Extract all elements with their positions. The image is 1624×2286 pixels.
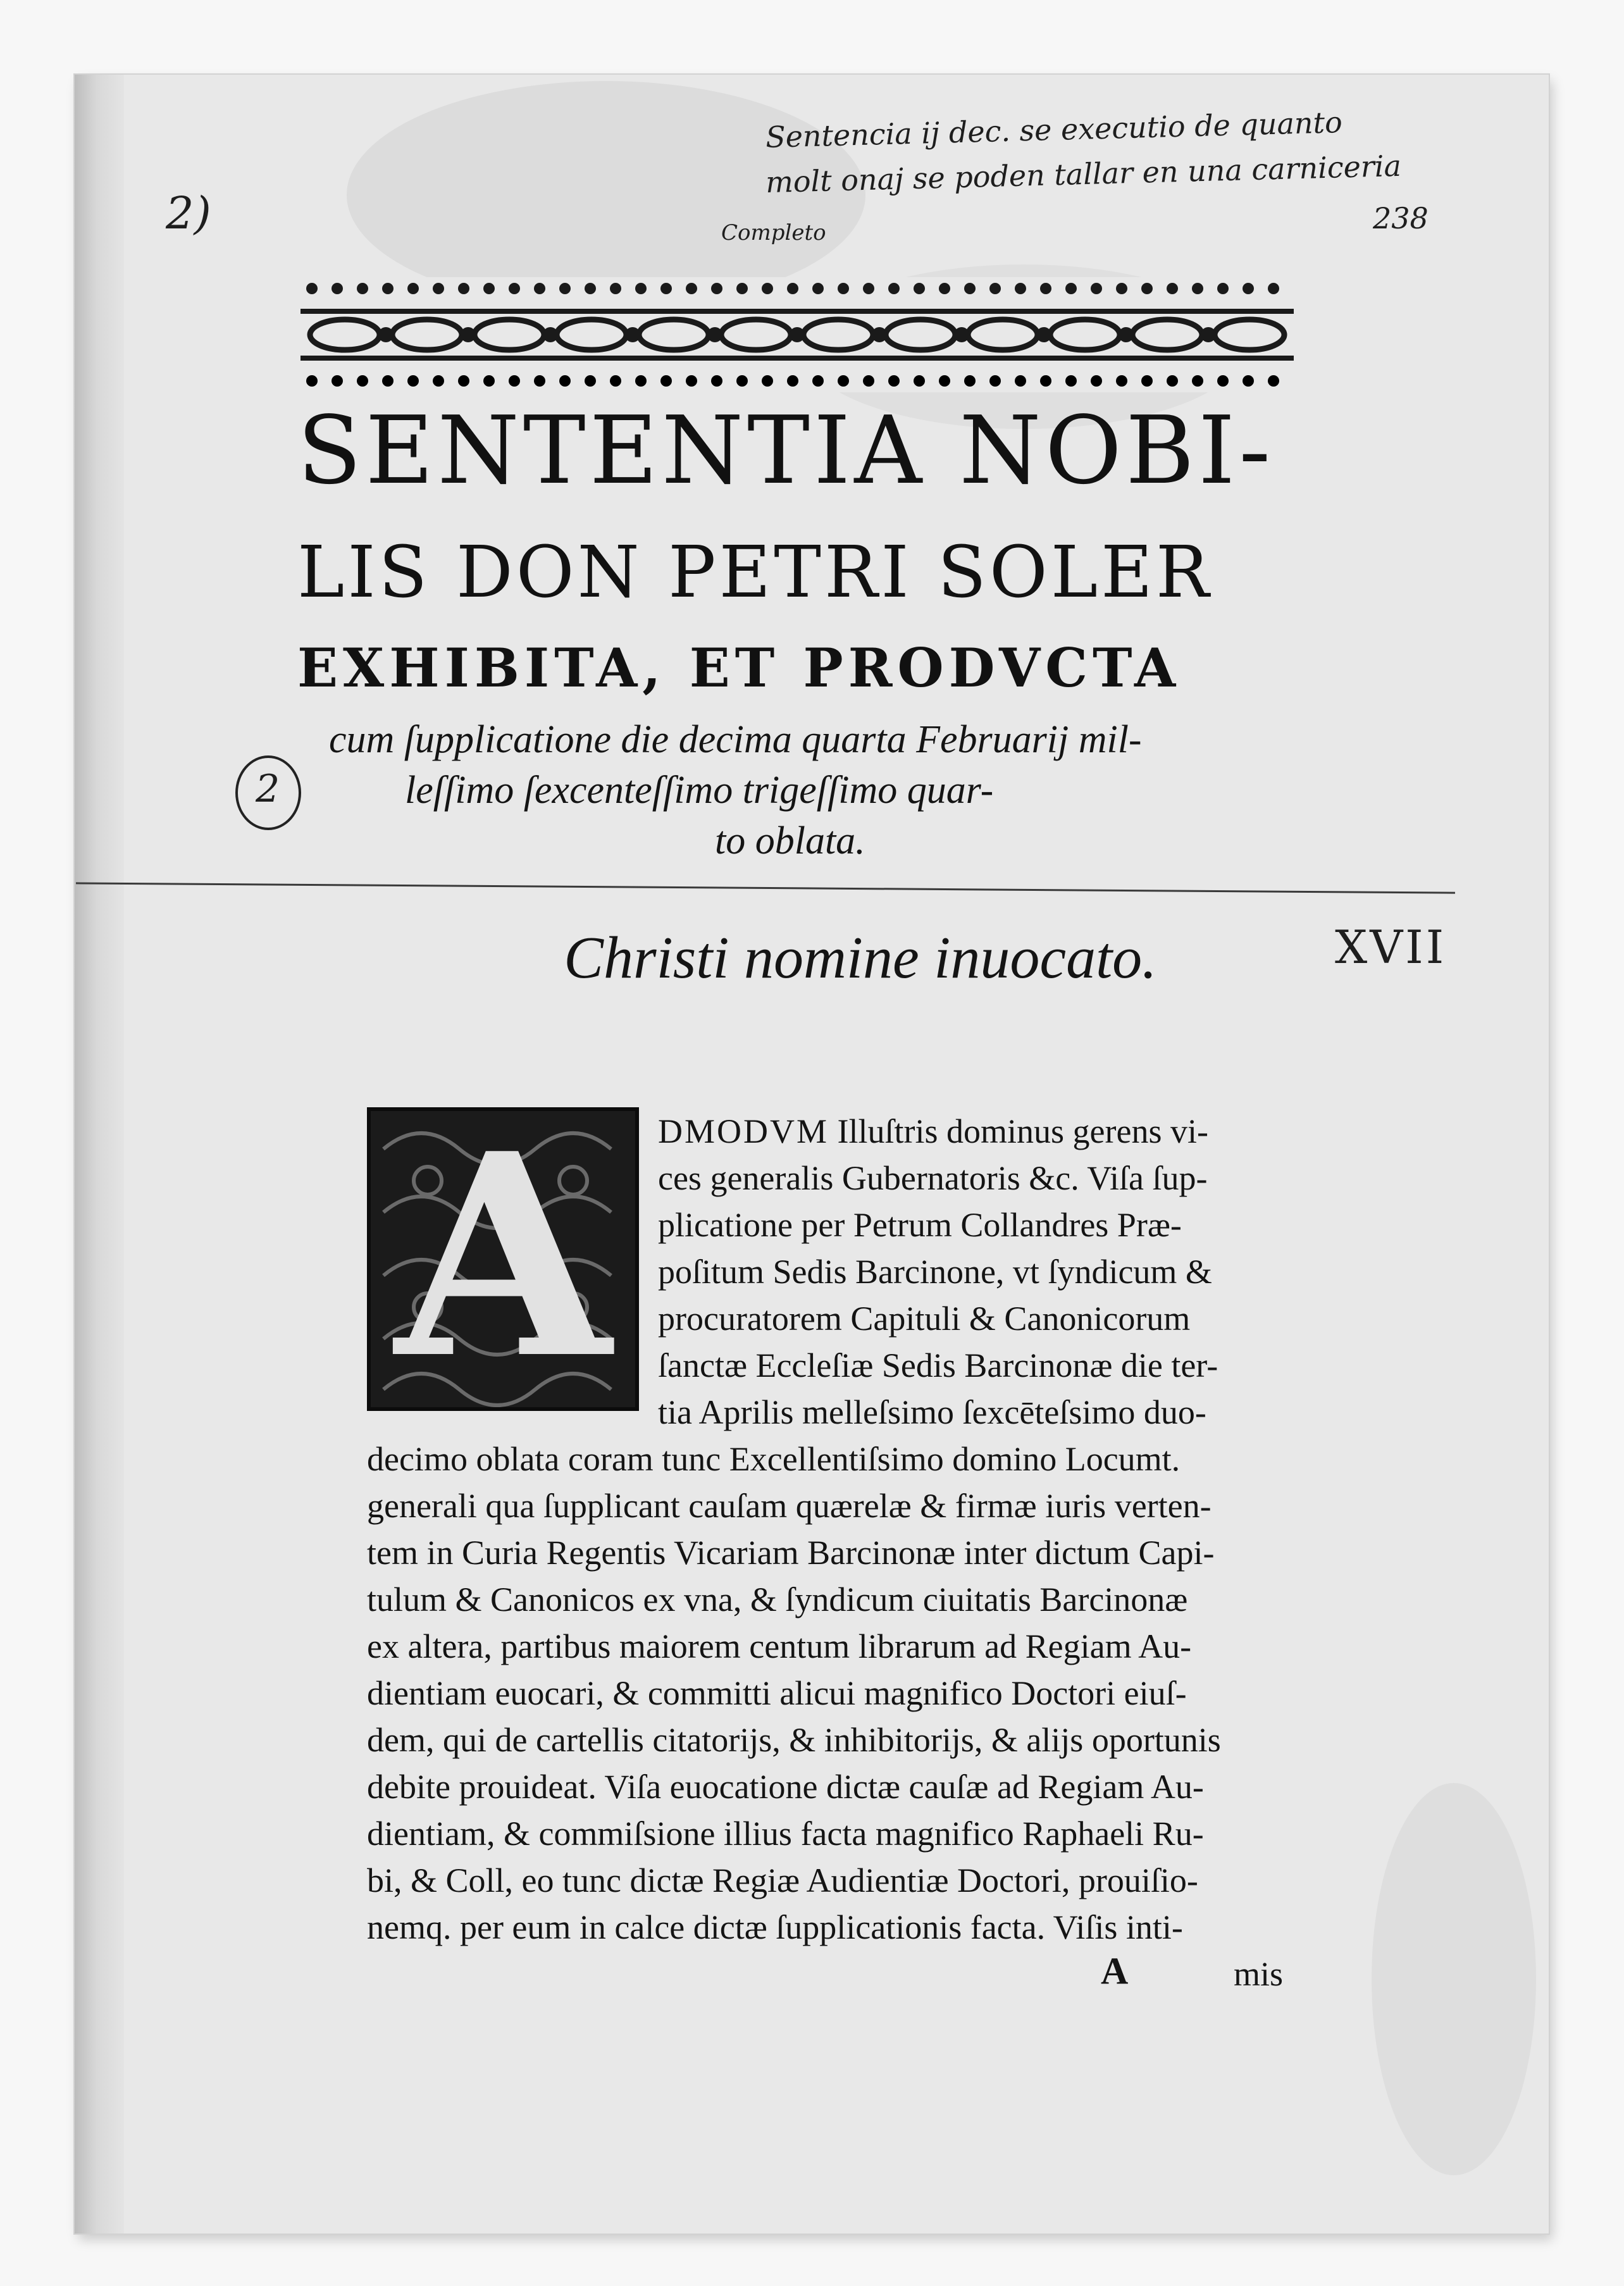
- handwritten-small-note: Completo: [721, 220, 826, 245]
- invocation-heading: Christi nomine inuocato.: [564, 925, 1157, 991]
- title-line-2: LIS DON PETRI SOLER: [297, 531, 1213, 614]
- body-first-word: DMODVM: [658, 1112, 829, 1150]
- decorated-initial: [367, 1093, 639, 1420]
- handwritten-folio-number: 238: [1373, 201, 1429, 235]
- body-line: bi, & Coll, eo tunc dictæ Regiæ Audientiæ Doctori, prouiſio-: [367, 1861, 1198, 1899]
- body-line: ſanctæ Eccleſiæ Sedis Barcinonæ die ter-: [658, 1346, 1218, 1384]
- subtitle-line-2: leſſimo ſexcenteſſimo trigeſſimo quar-: [405, 769, 994, 812]
- body-line: dientiam euocari, & committi alicui magnifico Doctori eiuſ-: [367, 1674, 1187, 1712]
- body-line: poſitum Sedis Barcinone, vt ſyndicum &: [658, 1253, 1212, 1291]
- body-line: generali qua ſupplicant cauſam quærelæ & firmæ iuris verten-: [367, 1487, 1212, 1525]
- body-line: tulum & Canonicos ex vna, & ſyndicum ciuitatis Barcinonæ: [367, 1581, 1188, 1618]
- subtitle-line-1: cum ſupplicatione die decima quarta Februarij mil-: [329, 718, 1142, 761]
- title-line-1: SENTENTIA NOBI-: [297, 396, 1275, 505]
- body-line: nemq. per eum in calce dictæ ſupplicationis facta. Viſis inti-: [367, 1908, 1183, 1946]
- handwritten-page-number: 2): [166, 187, 211, 239]
- water-stain: [1372, 1783, 1536, 2175]
- signature-mark: A: [1101, 1950, 1129, 1992]
- handwritten-note-line-1: Sentencia ij dec. se executio de quanto: [765, 105, 1343, 154]
- body-line: dientiam, & commiſsione illius facta magnifico Raphaeli Ru-: [367, 1815, 1204, 1853]
- page-spine-edge: [75, 75, 124, 2233]
- body-line-first: [658, 1112, 1208, 1150]
- handwritten-roman-numeral: XVII: [1335, 921, 1447, 974]
- subtitle-line-3: to oblata.: [715, 819, 865, 862]
- circled-number: 2: [256, 767, 280, 811]
- title-line-3: EXHIBITA, ET PRODVCTA: [297, 637, 1181, 699]
- body-line: decimo oblata coram tunc Excellentiſsimo domino Locumt.: [367, 1440, 1181, 1478]
- body-line: procuratorem Capituli & Canonicorum: [658, 1300, 1191, 1338]
- body-line: dem, qui de cartellis citatorijs, & inhibitorijs, & alijs oportunis: [367, 1721, 1221, 1759]
- initial-letter: A: [395, 1093, 611, 1420]
- body-line: ces generalis Gubernatoris &c. Viſa ſup-: [658, 1159, 1208, 1197]
- body-line: ex altera, partibus maiorem centum librarum ad Regiam Au-: [367, 1627, 1192, 1665]
- body-line: debite prouideat. Viſa euocatione dictæ cauſæ ad Regiam Au-: [367, 1768, 1204, 1806]
- body-line: tia Aprilis melleſsimo ſexcēteſsimo duo-: [658, 1393, 1206, 1431]
- circled-number-mark: [235, 755, 301, 830]
- handwritten-note-line-2: molt onaj se poden tallar en una carniceria: [765, 148, 1402, 200]
- catchword: mis: [1234, 1955, 1284, 1993]
- body-line: plicatione per Petrum Collandres Præ-: [658, 1206, 1182, 1244]
- body-first-rest: Illuſtris dominus gerens vi-: [837, 1112, 1208, 1150]
- ornamental-header-band: [301, 277, 1294, 392]
- body-line: tem in Curia Regentis Vicariam Barcinonæ inter dictum Capi-: [367, 1534, 1215, 1572]
